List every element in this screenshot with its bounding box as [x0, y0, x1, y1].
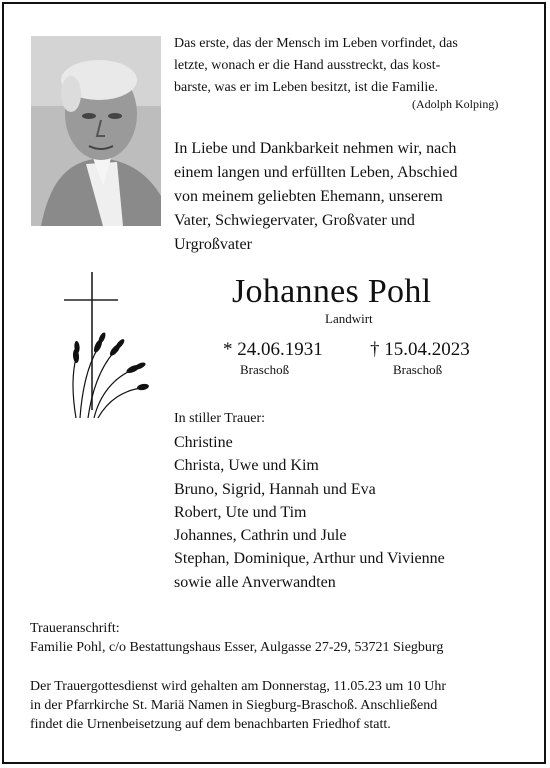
- deceased-name: Johannes Pohl: [232, 273, 432, 310]
- deceased-occupation: Landwirt: [325, 311, 373, 326]
- death-place: Braschoß: [393, 362, 443, 377]
- mourner-entry: sowie alle Anverwandten: [174, 573, 336, 591]
- portrait-photo: [31, 36, 161, 226]
- quote-line: Das erste, das der Mensch im Leben vorfindet, das: [174, 36, 458, 51]
- mourning-title: In stiller Trauer:: [174, 411, 265, 426]
- birth-date: * 24.06.1931: [223, 339, 323, 360]
- mourner-entry: Christine: [174, 434, 233, 451]
- farewell-line: In Liebe und Dankbarkeit nehmen wir, nach: [174, 140, 457, 157]
- farewell-line: einem langen und erfüllten Leben, Abschied: [174, 164, 458, 181]
- service-line: findet die Urnenbeisetzung auf dem benachbarten Friedhof statt.: [30, 717, 391, 732]
- death-date: † 15.04.2023: [370, 339, 470, 360]
- service-info: [30, 677, 530, 734]
- quote-author: (Adolph Kolping): [412, 97, 499, 111]
- quote-line: letzte, wonach er die Hand ausstreckt, das kost-: [174, 58, 441, 73]
- service-line: Der Trauergottesdienst wird gehalten am Donnerstag, 11.05.23 um 10 Uhr: [30, 679, 447, 694]
- farewell-line: Vater, Schwiegervater, Großvater und: [174, 212, 415, 229]
- birth-place: Braschoß: [240, 362, 290, 377]
- mourner-entry: Christa, Uwe und Kim: [174, 457, 319, 475]
- service-line: in der Pfarrkirche St. Mariä Namen in Siegburg-Braschoß. Anschließend: [30, 698, 438, 713]
- farewell-line: von meinem geliebten Ehemann, unserem: [174, 188, 443, 205]
- address-text: Familie Pohl, c/o Bestattungshaus Esser, Aulgasse 27-29, 53721 Siegburg: [30, 640, 444, 655]
- opening-quote: [174, 33, 524, 99]
- mourner-entry: Bruno, Sigrid, Hannah und Eva: [174, 480, 376, 498]
- mourner-entry: Robert, Ute und Tim: [174, 503, 307, 521]
- mourners-list: [174, 431, 445, 594]
- cross-with-wheat-icon: [58, 270, 158, 425]
- mourner-entry: Stephan, Dominique, Arthur und Vivienne: [174, 550, 445, 568]
- address-label: Traueranschrift:: [30, 621, 120, 636]
- mourner-entry: Johannes, Cathrin und Jule: [174, 527, 347, 545]
- farewell-line: Urgroßvater: [174, 236, 252, 253]
- quote-line: barste, was er im Leben besitzt, ist die Familie.: [174, 80, 438, 95]
- farewell-text: [174, 137, 529, 257]
